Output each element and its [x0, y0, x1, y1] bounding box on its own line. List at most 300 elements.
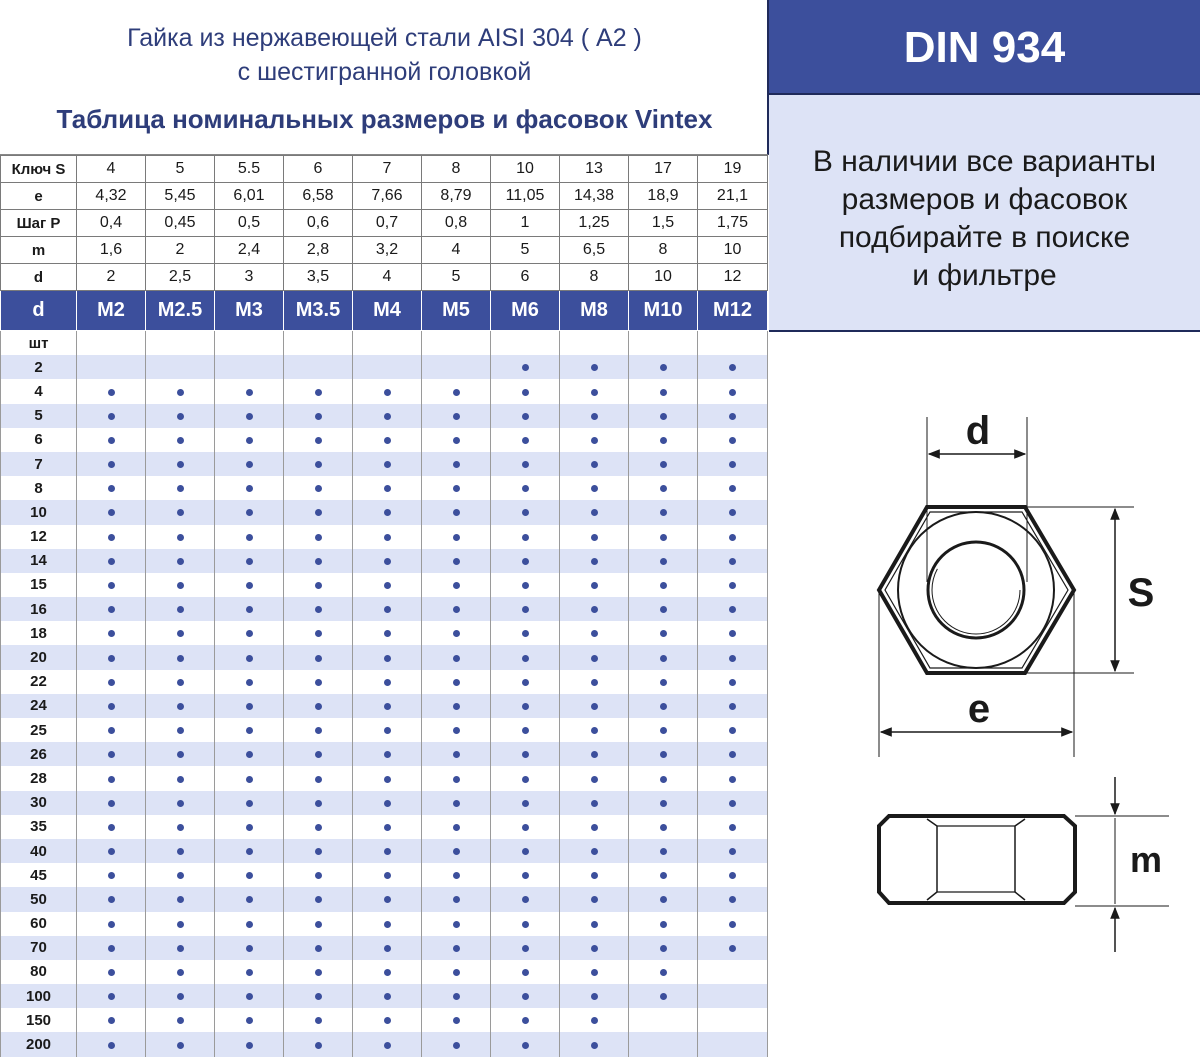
spec-cell: 5 [422, 264, 491, 291]
available-dot-icon [591, 896, 598, 903]
pack-row [1, 912, 768, 936]
available-dot-icon [384, 437, 391, 444]
pack-cell [698, 984, 768, 1008]
available-dot-icon [315, 751, 322, 758]
pack-cell [215, 960, 284, 984]
pack-cell [215, 1032, 284, 1056]
pack-cell [284, 500, 353, 524]
title-line-2: с шестигранной головкой [237, 58, 532, 86]
available-dot-icon [660, 364, 667, 371]
pack-cell [560, 355, 629, 379]
pack-cell [284, 379, 353, 403]
pack-cell [629, 355, 698, 379]
pack-cell [215, 549, 284, 573]
available-dot-icon [522, 872, 529, 879]
pack-cell [215, 621, 284, 645]
available-dot-icon [315, 800, 322, 807]
available-dot-icon [246, 872, 253, 879]
available-dot-icon [384, 945, 391, 952]
spec-cell: 2,8 [284, 237, 353, 264]
available-dot-icon [315, 1017, 322, 1024]
pack-cell [422, 525, 491, 549]
available-dot-icon [384, 727, 391, 734]
spec-cell: 10 [629, 264, 698, 291]
size-header-cell: M12 [698, 291, 768, 331]
pack-cell [284, 791, 353, 815]
pack-cell [284, 355, 353, 379]
available-dot-icon [177, 1017, 184, 1024]
available-dot-icon [522, 800, 529, 807]
available-dot-icon [177, 534, 184, 541]
pack-cell [146, 331, 215, 355]
pack-cell [215, 645, 284, 669]
available-dot-icon [177, 461, 184, 468]
spec-cell: 6,01 [215, 183, 284, 210]
available-dot-icon [591, 872, 598, 879]
available-dot-icon [453, 582, 460, 589]
available-dot-icon [315, 582, 322, 589]
pack-cell [422, 476, 491, 500]
available-dot-icon [660, 824, 667, 831]
pack-cell [560, 1008, 629, 1032]
pack-row [1, 621, 768, 645]
pack-cell [284, 815, 353, 839]
pack-cell [353, 936, 422, 960]
pack-cell [491, 1032, 560, 1056]
pack-cell [146, 670, 215, 694]
pack-qty-label: 26 [1, 742, 77, 766]
available-dot-icon [591, 727, 598, 734]
pack-row [1, 500, 768, 524]
available-dot-icon [315, 437, 322, 444]
available-dot-icon [729, 800, 736, 807]
pack-cell [560, 476, 629, 500]
pack-cell [215, 597, 284, 621]
pack-cell [284, 1032, 353, 1056]
pack-cell [146, 597, 215, 621]
pack-cell [698, 670, 768, 694]
pack-cell [560, 549, 629, 573]
available-dot-icon [453, 945, 460, 952]
spec-cell: 5 [491, 237, 560, 264]
pack-cell [353, 476, 422, 500]
pack-cell [284, 960, 353, 984]
available-dot-icon [108, 800, 115, 807]
pack-cell [215, 670, 284, 694]
pack-cell [353, 621, 422, 645]
available-dot-icon [108, 776, 115, 783]
s-dimension-label: S [1127, 571, 1155, 615]
available-dot-icon [384, 896, 391, 903]
pack-qty-label: 18 [1, 621, 77, 645]
pack-cell [629, 670, 698, 694]
available-dot-icon [384, 824, 391, 831]
pack-cell [215, 887, 284, 911]
spec-cell: 18,9 [629, 183, 698, 210]
spec-cell: 1,5 [629, 210, 698, 237]
pack-row [1, 718, 768, 742]
available-dot-icon [453, 800, 460, 807]
pack-cell [560, 452, 629, 476]
pack-cell [422, 573, 491, 597]
pack-cell [560, 525, 629, 549]
available-dot-icon [108, 1042, 115, 1049]
available-dot-icon [660, 679, 667, 686]
pack-cell [353, 1032, 422, 1056]
pack-cell [629, 500, 698, 524]
available-dot-icon [246, 727, 253, 734]
pack-cell [215, 500, 284, 524]
pack-qty-label: 8 [1, 476, 77, 500]
available-dot-icon [660, 727, 667, 734]
pack-cell [146, 912, 215, 936]
pack-cell [560, 1032, 629, 1056]
pack-cell [422, 645, 491, 669]
pack-cell [422, 936, 491, 960]
pack-cell [698, 766, 768, 790]
available-dot-icon [522, 389, 529, 396]
spec-row-label: d [1, 264, 77, 291]
pack-cell [422, 791, 491, 815]
available-dot-icon [315, 703, 322, 710]
pack-cell [146, 379, 215, 403]
pack-cell [629, 597, 698, 621]
spec-cell: 4 [77, 156, 146, 183]
spec-cell: 2 [77, 264, 146, 291]
note-line: В наличии все варианты [812, 145, 1157, 178]
pack-cell [77, 525, 146, 549]
pack-cell [629, 815, 698, 839]
available-dot-icon [108, 461, 115, 468]
pack-cell [215, 452, 284, 476]
available-dot-icon [384, 969, 391, 976]
pack-row [1, 379, 768, 403]
available-dot-icon [729, 655, 736, 662]
pack-cell [560, 863, 629, 887]
available-dot-icon [177, 606, 184, 613]
pack-cell [560, 742, 629, 766]
pack-cell [353, 525, 422, 549]
nut-side-view [879, 777, 1169, 952]
available-dot-icon [246, 679, 253, 686]
available-dot-icon [522, 413, 529, 420]
pack-cell [629, 694, 698, 718]
pack-cell [353, 984, 422, 1008]
available-dot-icon [246, 558, 253, 565]
size-header-row [1, 291, 768, 331]
available-dot-icon [177, 437, 184, 444]
available-dot-icon [729, 703, 736, 710]
pack-cell [146, 573, 215, 597]
available-dot-icon [522, 606, 529, 613]
pack-cell [284, 573, 353, 597]
available-dot-icon [660, 558, 667, 565]
pack-cell [353, 452, 422, 476]
pack-cell [77, 815, 146, 839]
pack-qty-label: 40 [1, 839, 77, 863]
size-header-cell: M8 [560, 291, 629, 331]
available-dot-icon [453, 824, 460, 831]
available-dot-icon [660, 800, 667, 807]
pack-cell [77, 476, 146, 500]
available-dot-icon [522, 727, 529, 734]
pack-qty-label: 2 [1, 355, 77, 379]
pack-cell [77, 936, 146, 960]
pack-cell [146, 525, 215, 549]
available-dot-icon [660, 969, 667, 976]
pack-cell [629, 839, 698, 863]
available-dot-icon [108, 630, 115, 637]
available-dot-icon [522, 437, 529, 444]
available-dot-icon [246, 703, 253, 710]
available-dot-icon [522, 848, 529, 855]
pack-qty-label: 80 [1, 960, 77, 984]
pack-cell [560, 694, 629, 718]
available-dot-icon [591, 389, 598, 396]
pack-row [1, 742, 768, 766]
available-dot-icon [315, 896, 322, 903]
pack-cell [284, 621, 353, 645]
pack-cell [422, 912, 491, 936]
available-dot-icon [246, 437, 253, 444]
pack-cell [215, 525, 284, 549]
available-dot-icon [453, 606, 460, 613]
available-dot-icon [522, 751, 529, 758]
pack-cell [353, 766, 422, 790]
available-dot-icon [453, 461, 460, 468]
available-dot-icon [453, 1042, 460, 1049]
pack-cell [353, 815, 422, 839]
pack-cell [698, 742, 768, 766]
available-dot-icon [177, 582, 184, 589]
spec-cell: 8 [560, 264, 629, 291]
available-dot-icon [177, 800, 184, 807]
pack-cell [491, 573, 560, 597]
pack-cell [146, 742, 215, 766]
available-dot-icon [729, 558, 736, 565]
available-dot-icon [729, 630, 736, 637]
d-dimension-label: d [965, 409, 991, 453]
spec-cell: 4 [422, 237, 491, 264]
available-dot-icon [315, 969, 322, 976]
pack-cell [422, 694, 491, 718]
pack-cell [560, 621, 629, 645]
pack-cell [353, 597, 422, 621]
spec-cell: 19 [698, 156, 768, 183]
available-dot-icon [315, 679, 322, 686]
available-dot-icon [315, 485, 322, 492]
pack-cell [146, 815, 215, 839]
pack-cell [560, 815, 629, 839]
available-dot-icon [384, 921, 391, 928]
available-dot-icon [177, 969, 184, 976]
available-dot-icon [177, 485, 184, 492]
pack-row [1, 525, 768, 549]
pack-cell [698, 1032, 768, 1056]
pack-cell [284, 597, 353, 621]
pack-qty-label: 50 [1, 887, 77, 911]
pack-cell [146, 476, 215, 500]
pack-cell [77, 549, 146, 573]
available-dot-icon [108, 509, 115, 516]
pack-cell [422, 960, 491, 984]
pack-cell [353, 887, 422, 911]
pack-qty-label: 150 [1, 1008, 77, 1032]
available-dot-icon [729, 534, 736, 541]
pack-cell [77, 597, 146, 621]
spec-cell: 21,1 [698, 183, 768, 210]
pack-cell [77, 621, 146, 645]
note-line: подбирайте в поиске [838, 221, 1131, 254]
spec-cell: 10 [491, 156, 560, 183]
pack-cell [698, 791, 768, 815]
title-block [0, 0, 769, 155]
available-dot-icon [246, 824, 253, 831]
available-dot-icon [315, 389, 322, 396]
pack-row [1, 428, 768, 452]
available-dot-icon [108, 389, 115, 396]
pack-cell [422, 355, 491, 379]
pack-cell [146, 887, 215, 911]
pack-cell [629, 766, 698, 790]
pack-unit-label: шт [1, 331, 77, 355]
pack-cell [422, 815, 491, 839]
available-dot-icon [729, 485, 736, 492]
available-dot-icon [591, 969, 598, 976]
pack-cell [629, 912, 698, 936]
available-dot-icon [591, 848, 598, 855]
pack-cell [353, 694, 422, 718]
pack-cell [215, 1008, 284, 1032]
spec-cell: 0,7 [353, 210, 422, 237]
available-dot-icon [660, 461, 667, 468]
pack-cell [629, 863, 698, 887]
spec-row [1, 237, 768, 264]
available-dot-icon [384, 679, 391, 686]
pack-cell [698, 331, 768, 355]
pack-row [1, 1008, 768, 1032]
available-dot-icon [591, 558, 598, 565]
available-dot-icon [453, 485, 460, 492]
available-dot-icon [522, 461, 529, 468]
pack-cell [146, 549, 215, 573]
pack-cell [491, 887, 560, 911]
available-dot-icon [591, 582, 598, 589]
available-dot-icon [246, 655, 253, 662]
spec-cell: 0,5 [215, 210, 284, 237]
pack-cell [560, 379, 629, 403]
pack-row [1, 476, 768, 500]
pack-row [1, 404, 768, 428]
pack-row [1, 960, 768, 984]
pack-cell [146, 428, 215, 452]
pack-cell [629, 718, 698, 742]
pack-cell [560, 573, 629, 597]
available-dot-icon [315, 1042, 322, 1049]
pack-cell [284, 476, 353, 500]
spec-cell: 3 [215, 264, 284, 291]
available-dot-icon [591, 413, 598, 420]
spec-row [1, 264, 768, 291]
pack-cell [629, 331, 698, 355]
available-dot-icon [453, 389, 460, 396]
pack-cell [698, 815, 768, 839]
available-dot-icon [522, 558, 529, 565]
available-dot-icon [453, 848, 460, 855]
available-dot-icon [177, 389, 184, 396]
available-dot-icon [177, 872, 184, 879]
availability-note [769, 95, 1200, 332]
pack-qty-label: 10 [1, 500, 77, 524]
available-dot-icon [177, 630, 184, 637]
pack-cell [353, 791, 422, 815]
pack-cell [422, 863, 491, 887]
pack-cell [698, 839, 768, 863]
pack-cell [215, 694, 284, 718]
pack-cell [215, 912, 284, 936]
pack-qty-label: 20 [1, 645, 77, 669]
pack-cell [215, 984, 284, 1008]
available-dot-icon [729, 896, 736, 903]
pack-cell [353, 500, 422, 524]
pack-cell [629, 984, 698, 1008]
available-dot-icon [384, 703, 391, 710]
available-dot-icon [384, 606, 391, 613]
pack-qty-label: 14 [1, 549, 77, 573]
pack-cell [560, 766, 629, 790]
spec-row [1, 183, 768, 210]
pack-cell [77, 452, 146, 476]
available-dot-icon [660, 751, 667, 758]
pack-qty-label: 7 [1, 452, 77, 476]
available-dot-icon [108, 1017, 115, 1024]
available-dot-icon [315, 872, 322, 879]
available-dot-icon [177, 703, 184, 710]
pack-qty-label: 45 [1, 863, 77, 887]
available-dot-icon [315, 655, 322, 662]
pack-cell [353, 960, 422, 984]
pack-cell [560, 404, 629, 428]
available-dot-icon [108, 872, 115, 879]
pack-cell [146, 984, 215, 1008]
pack-cell [284, 1008, 353, 1032]
available-dot-icon [660, 945, 667, 952]
pack-cell [353, 645, 422, 669]
pack-row [1, 549, 768, 573]
pack-row [1, 839, 768, 863]
available-dot-icon [591, 776, 598, 783]
spec-cell: 2,5 [146, 264, 215, 291]
pack-cell [491, 912, 560, 936]
pack-cell [77, 742, 146, 766]
pack-qty-label: 24 [1, 694, 77, 718]
available-dot-icon [522, 896, 529, 903]
available-dot-icon [108, 485, 115, 492]
pack-cell [491, 863, 560, 887]
pack-cell [422, 887, 491, 911]
available-dot-icon [384, 534, 391, 541]
pack-qty-label: 30 [1, 791, 77, 815]
pack-cell [629, 549, 698, 573]
available-dot-icon [729, 582, 736, 589]
available-dot-icon [108, 558, 115, 565]
available-dot-icon [591, 606, 598, 613]
size-header-cell: M5 [422, 291, 491, 331]
pack-cell [284, 549, 353, 573]
pack-cell [422, 742, 491, 766]
available-dot-icon [108, 751, 115, 758]
pack-cell [284, 718, 353, 742]
